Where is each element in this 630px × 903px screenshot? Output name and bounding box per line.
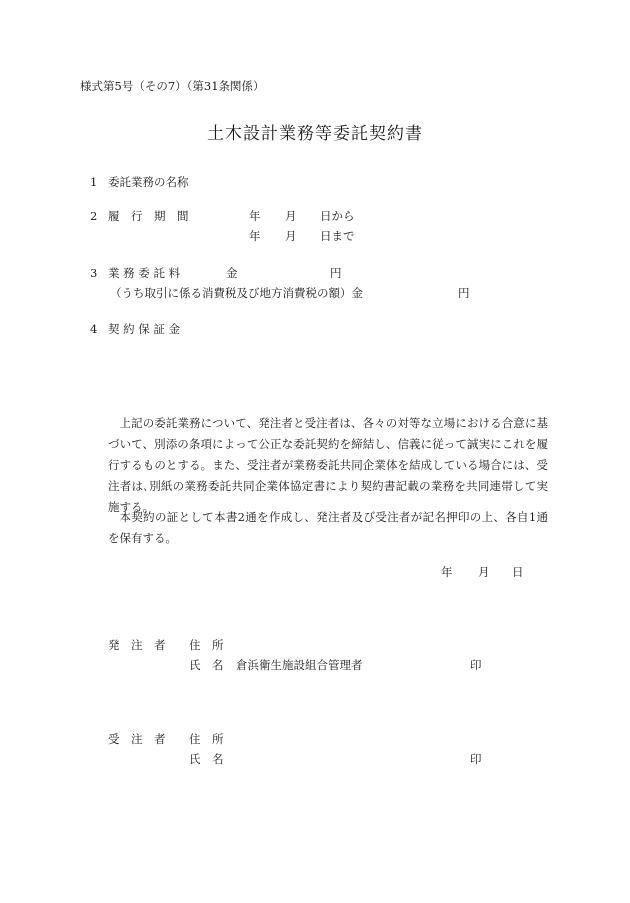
- fee-yen-label: 円: [330, 266, 342, 280]
- fee-kin-label: 金: [226, 266, 238, 280]
- contractor-seal-mark: 印: [470, 752, 482, 766]
- end-month-label: 月: [285, 229, 297, 243]
- date-year-label: 年: [441, 565, 453, 579]
- orderer-seal-mark: 印: [470, 658, 482, 672]
- item-number: 3: [90, 266, 98, 280]
- item-label: 履 行 期 間: [108, 209, 189, 223]
- end-year-label: 年: [249, 229, 261, 243]
- start-month-label: 月: [285, 209, 297, 223]
- tax-label: （うち取引に係る消費税及び地方消費税の額）金: [110, 286, 363, 300]
- form-number: 様式第5号（その7）（第31条関係）: [80, 79, 265, 93]
- item-label: 委託業務の名称: [108, 175, 189, 189]
- tax-yen-label: 円: [458, 286, 470, 300]
- contractor-address-label: 住 所: [189, 732, 224, 746]
- contractor-role: 受 注 者: [108, 732, 166, 746]
- orderer-name: 倉浜衛生施設組合管理者: [236, 658, 363, 672]
- item-label: 業 務 委 託 料: [108, 266, 181, 280]
- item-label: 契 約 保 証 金: [108, 322, 181, 336]
- body-paragraph-2: 本契約の証として本書2通を作成し、発注者及び受注者が記名押印の上、各自1通を保有する。: [108, 510, 548, 545]
- start-day-label: 日から: [320, 209, 355, 223]
- end-day-label: 日まで: [320, 229, 355, 243]
- date-day-label: 日: [512, 565, 524, 579]
- item-number: 1: [90, 175, 98, 189]
- document-title: 土木設計業務等委託契約書: [207, 124, 423, 144]
- contractor-name-label: 氏 名: [189, 752, 224, 766]
- orderer-role: 発 注 者: [108, 638, 166, 652]
- date-month-label: 月: [478, 565, 490, 579]
- item-number: 2: [90, 209, 98, 223]
- item-number: 4: [90, 322, 98, 336]
- start-year-label: 年: [249, 209, 261, 223]
- orderer-name-label: 氏 名: [189, 658, 224, 672]
- orderer-address-label: 住 所: [189, 638, 224, 652]
- body-paragraph-1: 上記の委託業務について、発注者と受注者は、各々の対等な立場における合意に基づいて、別添の条項によって公正な委託契約を締結し、信義に従って誠実にこれを履行するものとする。また、受注者が業務委託共同企業体を結成している場合には、受注者は､別紙の業務委託共同企業体協定書により契約書記載の業務を共同連帯して実施する。: [108, 416, 548, 514]
